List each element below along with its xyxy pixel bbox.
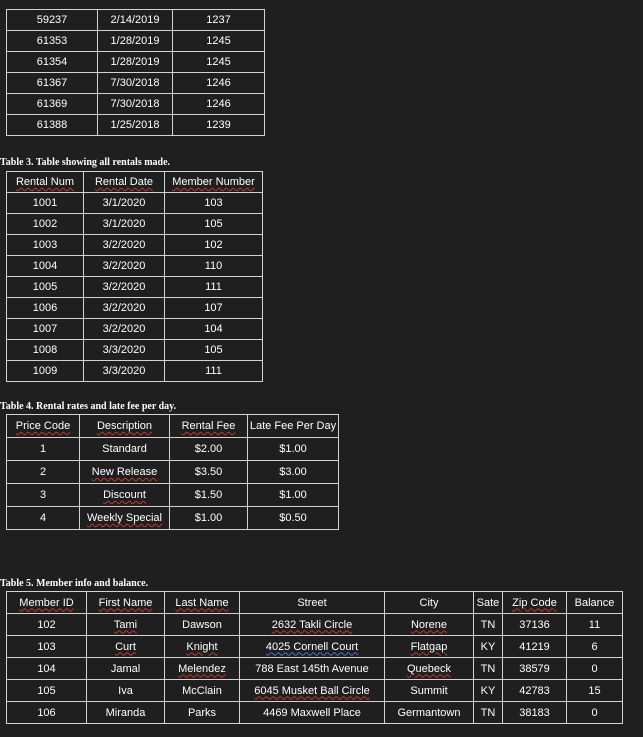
table-cell: Knight (165, 636, 240, 658)
table-cell: 59237 (7, 10, 98, 31)
table-cell: 38579 (503, 658, 567, 680)
table-cell: 105 (165, 214, 263, 235)
table-cell: 110 (165, 256, 263, 277)
column-header-last-name: Last Name (165, 592, 240, 614)
column-header-rental-fee: Rental Fee (170, 415, 248, 438)
table-cell: 2632 Takli Circle (240, 614, 385, 636)
table-cell: 103 (7, 636, 87, 658)
column-header-street: Street (240, 592, 385, 614)
table-cell: $1.00 (248, 438, 339, 461)
table-cell: $3.50 (170, 461, 248, 484)
table-row (7, 115, 265, 136)
table-row (7, 340, 263, 361)
table-cell: Germantown (385, 702, 474, 724)
table-cell: 4025 Cornell Court (240, 636, 385, 658)
table-row (7, 680, 623, 702)
table-cell: 1/28/2019 (98, 31, 173, 52)
table-cell: 1246 (173, 73, 265, 94)
table-cell: 6045 Musket Ball Circle (240, 680, 385, 702)
table-cell: Summit (385, 680, 474, 702)
table-row (7, 658, 623, 680)
table-cell: 1005 (7, 277, 84, 298)
table-cell: Dawson (165, 614, 240, 636)
table-cell: Weekly Special (80, 507, 170, 530)
table-cell: 37136 (503, 614, 567, 636)
table-3-caption: Table 3. Table showing all rentals made. (0, 157, 171, 168)
table-cell: 0 (567, 702, 623, 724)
table-cell: 61369 (7, 94, 98, 115)
table-row (7, 10, 265, 31)
table-cell: 3/3/2020 (84, 340, 165, 361)
table-cell: 7/30/2018 (98, 73, 173, 94)
table-cell: Tami (87, 614, 165, 636)
table-cell: 6 (567, 636, 623, 658)
table-cell: 4 (7, 507, 80, 530)
table-row (7, 277, 263, 298)
table-cell: Jamal (87, 658, 165, 680)
table-cell: 3/2/2020 (84, 235, 165, 256)
table-cell: 1009 (7, 361, 84, 382)
table-cell: 1246 (173, 94, 265, 115)
table-cell: 0 (567, 658, 623, 680)
table-cell: Quebeck (385, 658, 474, 680)
table-cell: 3/1/2020 (84, 193, 165, 214)
table-row (7, 256, 263, 277)
table-cell: 1239 (173, 115, 265, 136)
table-row (7, 298, 263, 319)
table-cell: Parks (165, 702, 240, 724)
table-row (7, 73, 265, 94)
table-cell: 61353 (7, 31, 98, 52)
column-header-balance: Balance (567, 592, 623, 614)
table-cell: 61388 (7, 115, 98, 136)
table-cell: Curt (87, 636, 165, 658)
table-cell: 38183 (503, 702, 567, 724)
table-cell: 105 (7, 680, 87, 702)
table-cell: 3/2/2020 (84, 319, 165, 340)
table-cell: 1002 (7, 214, 84, 235)
table-cell: $1.00 (170, 507, 248, 530)
table-cell: 104 (165, 319, 263, 340)
column-header-price-code: Price Code (7, 415, 80, 438)
table-header-row (7, 415, 339, 438)
table-cell: 1003 (7, 235, 84, 256)
table-cell: 107 (165, 298, 263, 319)
table-cell: Melendez (165, 658, 240, 680)
table-row (7, 614, 623, 636)
table-cell: Discount (80, 484, 170, 507)
table-cell: $3.00 (248, 461, 339, 484)
table-cell: 42783 (503, 680, 567, 702)
table-header-row (7, 172, 263, 193)
table-4-caption: Table 4. Rental rates and late fee per day. (0, 401, 177, 412)
table-cell: 1007 (7, 319, 84, 340)
table-row (7, 361, 263, 382)
column-header-late-fee: Late Fee Per Day (248, 415, 339, 438)
table-cell: 111 (165, 361, 263, 382)
table-cell: $2.00 (170, 438, 248, 461)
column-header-description: Description (80, 415, 170, 438)
column-header-state: Sate (474, 592, 503, 614)
table-row (7, 702, 623, 724)
table-cell: 788 East 145th Avenue (240, 658, 385, 680)
table-cell: 4469 Maxwell Place (240, 702, 385, 724)
table-cell: 1245 (173, 52, 265, 73)
table-cell: $1.00 (248, 484, 339, 507)
table-cell: Norene (385, 614, 474, 636)
table-row (7, 636, 623, 658)
table-cell: 1001 (7, 193, 84, 214)
table-row (7, 461, 339, 484)
table-cell: 3/1/2020 (84, 214, 165, 235)
table-row (7, 319, 263, 340)
column-header-first-name: First Name (87, 592, 165, 614)
column-header-rental-date: Rental Date (84, 172, 165, 193)
table-cell: 1 (7, 438, 80, 461)
table-cell: 3 (7, 484, 80, 507)
table-cell: 1/28/2019 (98, 52, 173, 73)
table-cell: 1004 (7, 256, 84, 277)
table-cell: New Release (80, 461, 170, 484)
table-cell: 1006 (7, 298, 84, 319)
table-cell: 106 (7, 702, 87, 724)
table-cell: 7/30/2018 (98, 94, 173, 115)
table-cell: 105 (165, 340, 263, 361)
column-header-city: City (385, 592, 474, 614)
table-cell: 3/2/2020 (84, 298, 165, 319)
table-cell: 3/2/2020 (84, 277, 165, 298)
table-cell: 1008 (7, 340, 84, 361)
table-cell: $0.50 (248, 507, 339, 530)
table-cell: Standard (80, 438, 170, 461)
table-row (7, 438, 339, 461)
table-row (7, 484, 339, 507)
table-cell: 15 (567, 680, 623, 702)
table-cell: 104 (7, 658, 87, 680)
column-header-member-number: Member Number (165, 172, 263, 193)
table-cell: 11 (567, 614, 623, 636)
table-cell: McClain (165, 680, 240, 702)
table-row (7, 94, 265, 115)
table-cell: 61367 (7, 73, 98, 94)
table-cell: 1245 (173, 31, 265, 52)
table-cell: Miranda (87, 702, 165, 724)
table-cell: 41219 (503, 636, 567, 658)
table-cell: 1/25/2018 (98, 115, 173, 136)
table-row (7, 214, 263, 235)
table-2 (6, 9, 265, 136)
table-header-row (7, 592, 623, 614)
table-cell: Iva (87, 680, 165, 702)
table-cell: 61354 (7, 52, 98, 73)
table-cell: TN (474, 702, 503, 724)
table-cell: TN (474, 658, 503, 680)
table-cell: 1237 (173, 10, 265, 31)
column-header-rental-num: Rental Num (7, 172, 84, 193)
table-cell: KY (474, 636, 503, 658)
table-cell: 111 (165, 277, 263, 298)
table-5-caption: Table 5. Member info and balance. (0, 578, 149, 589)
table-cell: 102 (7, 614, 87, 636)
table-cell: TN (474, 614, 503, 636)
table-cell: 2 (7, 461, 80, 484)
table-cell: 3/2/2020 (84, 256, 165, 277)
table-cell: $1.50 (170, 484, 248, 507)
table-3 (6, 171, 263, 382)
table-row (7, 193, 263, 214)
table-cell: Flatgap (385, 636, 474, 658)
table-4 (6, 414, 339, 530)
table-row (7, 31, 265, 52)
table-row (7, 507, 339, 530)
column-header-member-id: Member ID (7, 592, 87, 614)
table-cell: 103 (165, 193, 263, 214)
table-cell: 3/3/2020 (84, 361, 165, 382)
column-header-zip-code: Zip Code (503, 592, 567, 614)
table-cell: KY (474, 680, 503, 702)
table-row (7, 52, 265, 73)
table-cell: 102 (165, 235, 263, 256)
table-cell: 2/14/2019 (98, 10, 173, 31)
table-row (7, 235, 263, 256)
table-5 (6, 591, 623, 724)
